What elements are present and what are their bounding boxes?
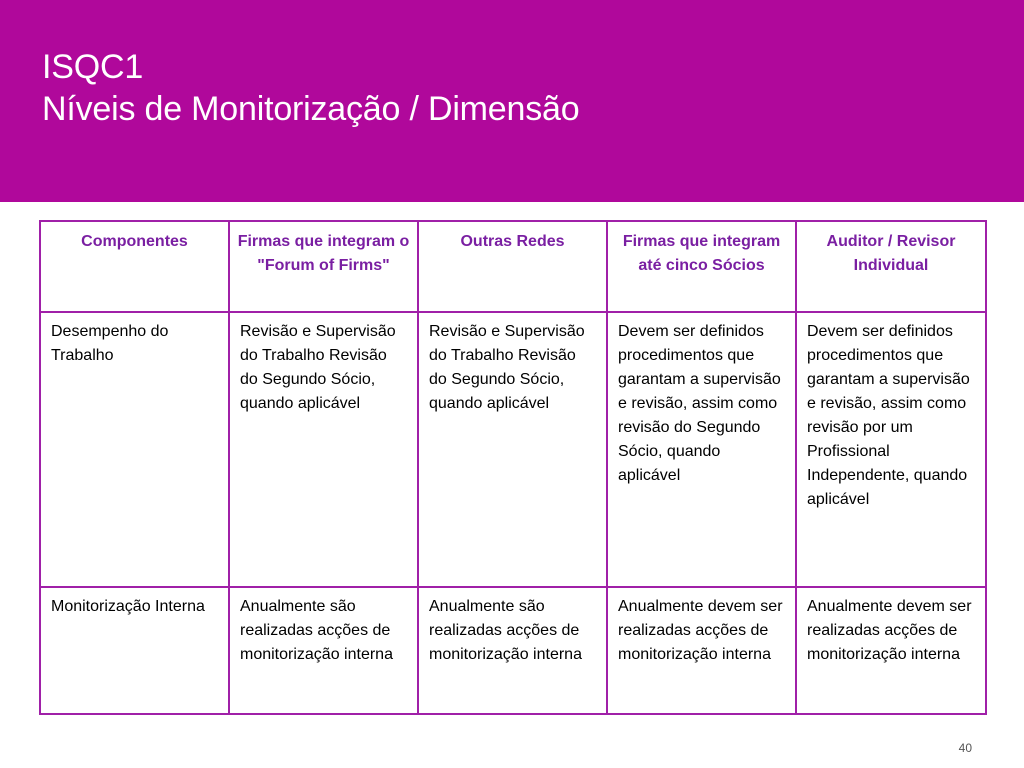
slide-title: [42, 46, 579, 130]
header-outras-redes: Outras Redes: [418, 221, 607, 312]
table-cell: Devem ser definidos procedimentos que garantam a supervisão e revisão, assim como revisão do Segundo Sócio, quando aplicável: [607, 312, 796, 587]
table-row: [40, 312, 986, 587]
header-cinco-socios: Firmas que integram até cinco Sócios: [607, 221, 796, 312]
slide-title-line-2: Níveis de Monitorização / Dimensão: [42, 90, 580, 128]
page-number: 40: [958, 741, 972, 755]
title-band: [0, 0, 1024, 202]
table-cell: Revisão e Supervisão do Trabalho Revisão do Segundo Sócio, quando aplicável: [418, 312, 607, 587]
header-componentes: Componentes: [40, 221, 229, 312]
table-cell: Monitorização Interna: [40, 587, 229, 714]
table-cell: Anualmente devem ser realizadas acções de monitorização interna: [796, 587, 986, 714]
header-forum-of-firms: Firmas que integram o "Forum of Firms": [229, 221, 418, 312]
table-row: [40, 587, 986, 714]
table-cell: Anualmente devem ser realizadas acções de monitorização interna: [607, 587, 796, 714]
table-cell: Devem ser definidos procedimentos que garantam a supervisão e revisão, assim como revisão por um Profissional Independente, quando aplicável: [796, 312, 986, 587]
table-cell: Desempenho do Trabalho: [40, 312, 229, 587]
table-header-row: [40, 221, 986, 312]
table-cell: Anualmente são realizadas acções de monitorização interna: [418, 587, 607, 714]
comparison-table: [39, 220, 987, 715]
table-cell: Anualmente são realizadas acções de monitorização interna: [229, 587, 418, 714]
table-cell: Revisão e Supervisão do Trabalho Revisão do Segundo Sócio, quando aplicável: [229, 312, 418, 587]
header-auditor-individual: Auditor / Revisor Individual: [796, 221, 986, 312]
slide-title-line-1: ISQC1: [42, 48, 144, 86]
